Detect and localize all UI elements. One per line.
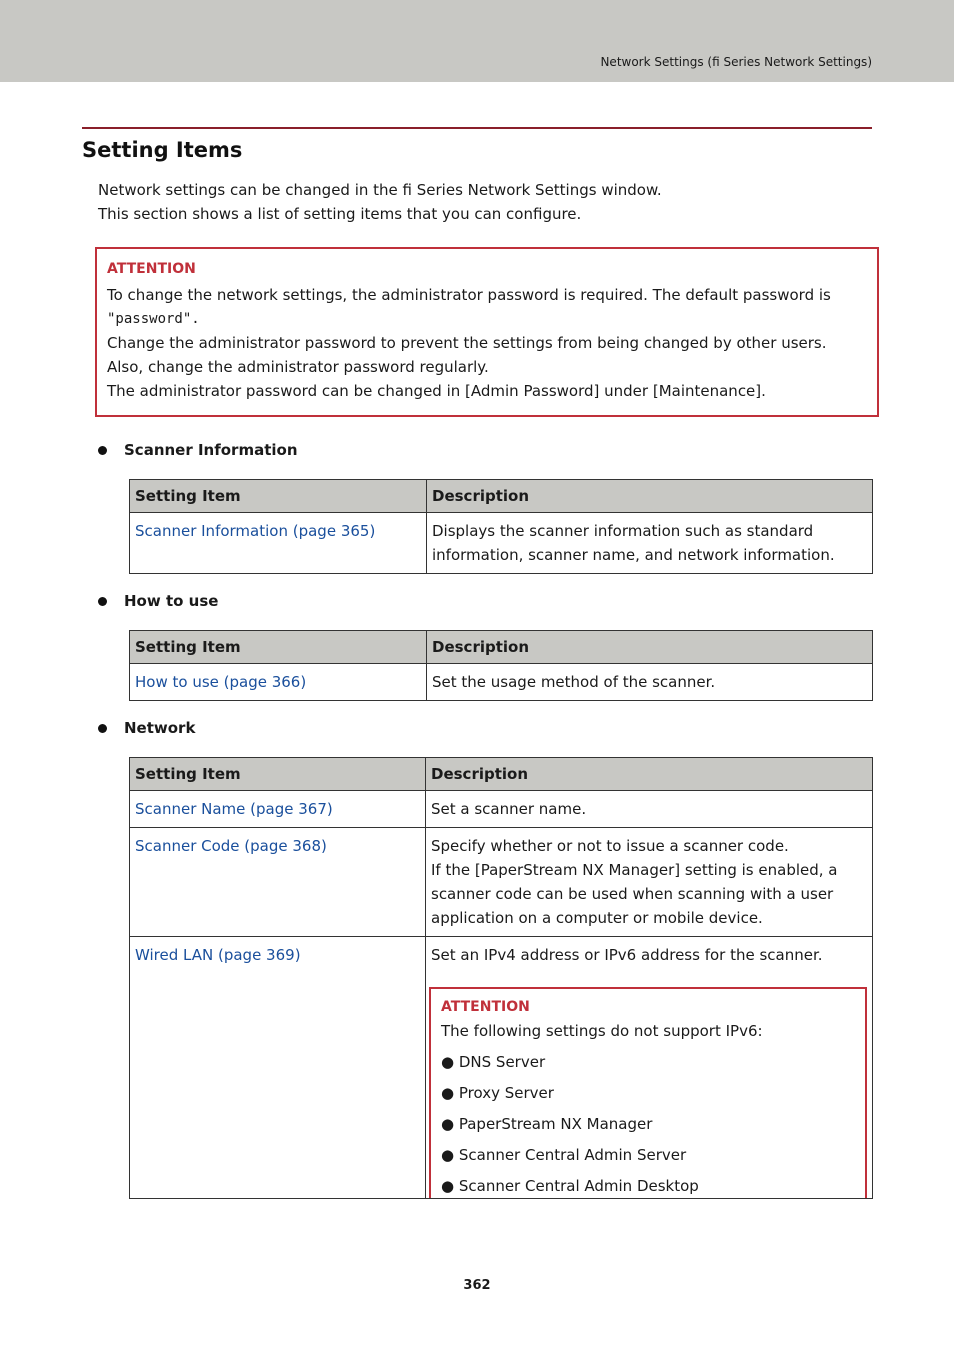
column-header-description: Description	[426, 758, 873, 791]
attention-title: ATTENTION	[441, 999, 530, 1015]
list-item: ● Proxy Server	[441, 1084, 554, 1102]
bullet-icon	[98, 446, 107, 455]
description-line: application on a computer or mobile device.	[431, 909, 763, 927]
description-line: information, scanner name, and network information.	[432, 546, 835, 564]
description-cell	[426, 828, 873, 937]
attention-line: Change the administrator password to prevent the settings from being changed by other users.	[107, 334, 827, 352]
list-item: ● Scanner Central Admin Server	[441, 1146, 687, 1164]
how-to-use-link[interactable]: How to use (page 366)	[135, 673, 307, 691]
column-header-description: Description	[427, 631, 873, 664]
table-row	[130, 828, 873, 937]
how-to-use-table	[129, 630, 873, 701]
table-row	[130, 664, 873, 701]
table-row	[130, 937, 873, 1199]
section-heading-label: How to use	[124, 592, 219, 610]
scanner-information-link[interactable]: Scanner Information (page 365)	[135, 522, 376, 540]
description-line: If the [PaperStream NX Manager] setting is enabled, a	[431, 861, 838, 879]
title-rule	[82, 127, 872, 129]
page-header-band	[0, 0, 954, 82]
description-line: Displays the scanner information such as standard	[432, 522, 814, 540]
table-row	[130, 513, 873, 574]
list-item: ● DNS Server	[441, 1053, 546, 1071]
list-item: ● PaperStream NX Manager	[441, 1115, 653, 1133]
column-header-setting-item: Setting Item	[130, 631, 427, 664]
page-number: 362	[463, 1278, 491, 1293]
column-header-setting-item: Setting Item	[130, 758, 426, 791]
setting-item-cell	[130, 937, 426, 1199]
page-title: Setting Items	[82, 138, 243, 162]
column-header-description: Description	[427, 480, 873, 513]
bullet-icon	[98, 597, 107, 606]
ipv6-attention-box	[429, 987, 867, 1198]
description-line: Specify whether or not to issue a scanner code.	[431, 837, 789, 855]
description-line: Set an IPv4 address or IPv6 address for the scanner.	[431, 946, 823, 964]
section-heading-how-to-use	[98, 592, 218, 610]
description-cell	[427, 664, 873, 701]
intro-line: Network settings can be changed in the fi Series Network Settings window.	[98, 181, 662, 199]
running-header: Network Settings (fi Series Network Settings)	[600, 55, 872, 69]
wired-lan-link[interactable]: Wired LAN (page 369)	[135, 946, 301, 964]
description-line: Set the usage method of the scanner.	[432, 673, 716, 691]
table-header-row	[130, 480, 873, 513]
scanner-name-link[interactable]: Scanner Name (page 367)	[135, 800, 333, 818]
scanner-information-table	[129, 479, 873, 574]
description-line: Set a scanner name.	[431, 800, 587, 818]
column-header-setting-item: Setting Item	[130, 480, 427, 513]
section-heading-label: Scanner Information	[124, 441, 298, 459]
network-table	[129, 757, 873, 1199]
attention-line: The administrator password can be changed in [Admin Password] under [Maintenance].	[107, 382, 766, 400]
section-heading-scanner-information	[98, 441, 298, 459]
attention-title: ATTENTION	[107, 261, 196, 277]
attention-line: To change the network settings, the administrator password is required. The default password is	[107, 286, 831, 304]
setting-item-cell	[130, 791, 426, 828]
description-cell	[427, 513, 873, 574]
description-cell	[426, 937, 873, 1199]
section-heading-network	[98, 719, 195, 737]
table-header-row	[130, 758, 873, 791]
table-header-row	[130, 631, 873, 664]
attention-line: "password".	[107, 311, 200, 327]
attention-box	[95, 247, 879, 417]
setting-item-cell	[130, 664, 427, 701]
setting-item-cell	[130, 513, 427, 574]
list-item: ● Scanner Central Admin Desktop	[441, 1177, 699, 1195]
section-heading-label: Network	[124, 719, 196, 737]
scanner-code-link[interactable]: Scanner Code (page 368)	[135, 837, 327, 855]
attention-line: Also, change the administrator password regularly.	[107, 358, 489, 376]
table-row	[130, 791, 873, 828]
description-line: scanner code can be used when scanning with a user	[431, 885, 834, 903]
intro-paragraph	[98, 178, 662, 226]
description-cell	[426, 791, 873, 828]
intro-line: This section shows a list of setting items that you can configure.	[98, 205, 582, 223]
bullet-icon	[98, 724, 107, 733]
attention-note: The following settings do not support IPv6:	[441, 1022, 763, 1040]
setting-item-cell	[130, 828, 426, 937]
